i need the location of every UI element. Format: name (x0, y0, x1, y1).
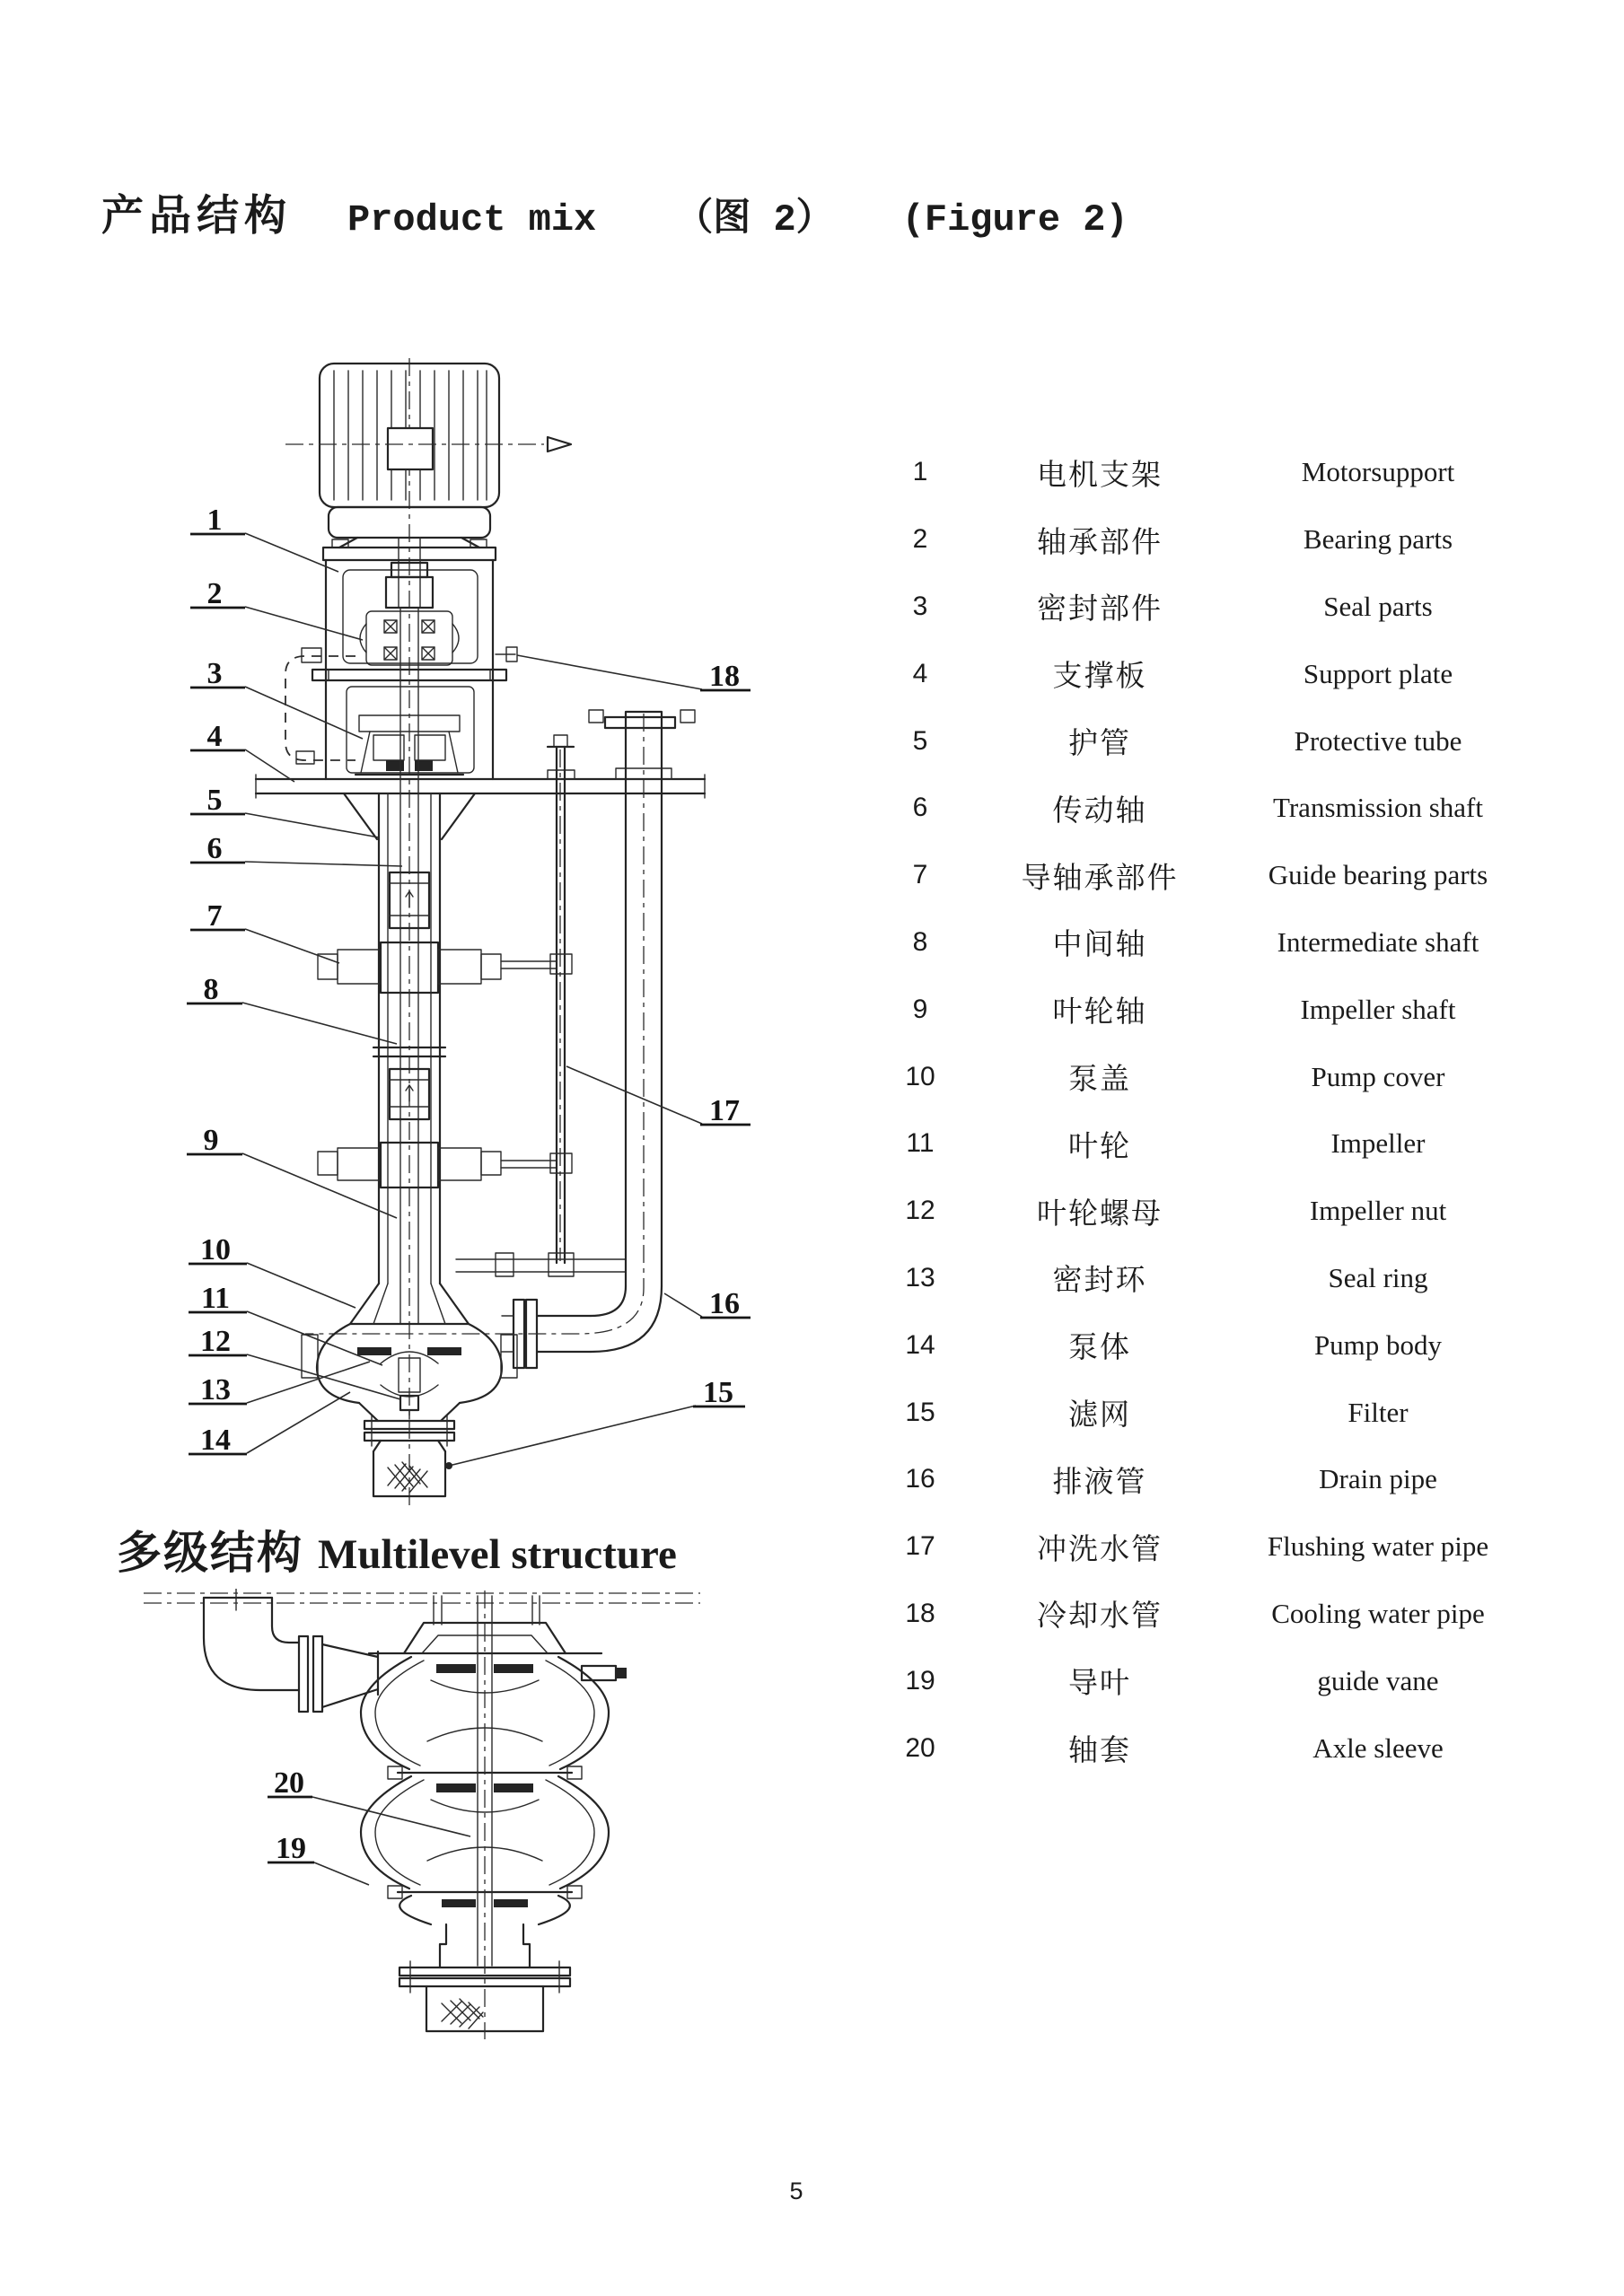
callout-label: 15 (703, 1376, 733, 1409)
part-name-en: Pump cover (1311, 1060, 1445, 1092)
parts-row (884, 1513, 1513, 1581)
part-name-zh: 排液管 (1052, 1466, 1147, 1499)
parts-row (884, 775, 1513, 842)
part-number: 4 (912, 658, 928, 688)
parts-row (884, 842, 1513, 909)
part-name-en: Drain pipe (1319, 1463, 1437, 1495)
part-number: 2 (912, 524, 928, 555)
part-name-en: guide vane (1317, 1664, 1439, 1696)
part-name-en: Seal parts (1323, 590, 1433, 622)
part-name-en: Impeller nut (1309, 1195, 1447, 1227)
part-name-zh: 密封环 (1052, 1265, 1147, 1298)
multilevel-heading (117, 1517, 677, 1582)
title-zh: 产品结构 (101, 193, 292, 240)
flushing-water-pipe (456, 735, 626, 1276)
part-name-en: Motorsupport (1301, 456, 1455, 488)
part-name-en: Impeller shaft (1300, 993, 1456, 1025)
part-name-en: Flushing water pipe (1267, 1530, 1489, 1563)
part-name-zh: 轴承部件 (1037, 526, 1163, 559)
heading-zh: 多级结构 (117, 1528, 303, 1578)
part-name-zh: 密封部件 (1037, 593, 1163, 627)
callout-label: 6 (206, 832, 223, 865)
callout-label: 18 (709, 660, 740, 693)
callout-label: 16 (709, 1287, 740, 1320)
part-name-zh: 护管 (1068, 728, 1131, 761)
part-name-zh: 叶轮轴 (1052, 996, 1147, 1030)
part-name-en: Support plate (1303, 657, 1453, 689)
callout-label: 14 (200, 1424, 231, 1457)
part-number: 19 (905, 1665, 935, 1696)
part-name-zh: 电机支架 (1037, 459, 1163, 492)
shaft-coupling-lower (390, 1069, 429, 1119)
part-number: 8 (912, 926, 928, 957)
callout-label: 3 (206, 657, 223, 690)
part-number: 1 (912, 457, 928, 487)
part-number: 15 (905, 1397, 935, 1427)
part-name-en: Filter (1347, 1396, 1409, 1428)
parts-row (884, 1647, 1513, 1714)
part-name-zh: 冲洗水管 (1037, 1533, 1163, 1566)
part-number: 20 (905, 1732, 935, 1763)
part-name-en: Pump body (1313, 1328, 1443, 1361)
part-name-zh: 轴套 (1068, 1735, 1131, 1768)
callout-label: 8 (203, 973, 219, 1006)
callout-label: 7 (206, 899, 223, 933)
parts-row (884, 1379, 1513, 1446)
mounting-plate-lines (144, 1589, 700, 1610)
callout-label: 9 (203, 1124, 219, 1157)
part-number: 12 (905, 1196, 935, 1226)
part-name-zh: 滤网 (1068, 1399, 1131, 1433)
part-number: 10 (905, 1061, 935, 1091)
callout-label: 20 (274, 1766, 304, 1800)
part-name-zh: 叶轮螺母 (1037, 1197, 1163, 1231)
parts-row (884, 909, 1513, 977)
page-number: 5 (789, 2178, 803, 2204)
title-figure-en: (Figure 2) (901, 198, 1128, 241)
parts-row (884, 506, 1513, 574)
part-name-zh: 导叶 (1068, 1668, 1131, 1701)
part-name-zh: 泵体 (1068, 1332, 1131, 1365)
part-number: 7 (912, 860, 928, 890)
part-name-en: Seal ring (1328, 1261, 1428, 1293)
parts-row (884, 1178, 1513, 1245)
guide-bearing-upper (318, 942, 557, 993)
parts-row (884, 1043, 1513, 1110)
part-number: 9 (912, 994, 928, 1024)
parts-table (884, 439, 1513, 1782)
part-number: 16 (905, 1464, 935, 1494)
multilevel-structure-diagram (126, 1589, 709, 2091)
callout-label: 2 (206, 577, 223, 610)
part-name-zh: 叶轮 (1068, 1130, 1131, 1163)
part-name-en: Cooling water pipe (1271, 1597, 1485, 1629)
heading-en: Multilevel structure (318, 1531, 677, 1578)
parts-row (884, 439, 1513, 506)
parts-row (884, 707, 1513, 775)
part-number: 17 (905, 1531, 935, 1562)
part-name-en: Bearing parts (1303, 523, 1453, 556)
parts-row (884, 976, 1513, 1043)
part-name-zh: 导轴承部件 (1021, 862, 1179, 895)
part-name-en: Axle sleeve (1312, 1731, 1444, 1764)
part-name-zh: 中间轴 (1052, 929, 1147, 962)
callout-label: 19 (276, 1832, 306, 1865)
part-name-en: Transmission shaft (1273, 792, 1483, 824)
part-number: 13 (905, 1262, 935, 1293)
page-title (101, 182, 1128, 242)
part-name-zh: 支撑板 (1052, 661, 1147, 694)
callout-label: 13 (200, 1373, 231, 1407)
part-name-en: Guide bearing parts (1268, 859, 1488, 891)
part-name-en: Impeller (1330, 1127, 1426, 1160)
callout-label: 4 (206, 720, 223, 753)
title-en: Product mix (347, 198, 597, 241)
part-number: 6 (912, 793, 928, 823)
callout-label: 1 (206, 504, 223, 537)
parts-row (884, 640, 1513, 707)
parts-row (884, 574, 1513, 641)
callout-label: 11 (200, 1282, 231, 1315)
parts-row (884, 1714, 1513, 1782)
part-name-zh: 泵盖 (1068, 1064, 1131, 1097)
part-name-en: Intermediate shaft (1277, 925, 1479, 958)
part-number: 11 (906, 1128, 935, 1159)
part-name-zh: 冷却水管 (1037, 1600, 1163, 1634)
part-number: 3 (912, 591, 928, 621)
callout-label: 17 (709, 1094, 740, 1127)
motor-shaft-arrow-icon (548, 437, 571, 451)
drain-pipe (305, 710, 695, 1368)
parts-row (884, 1581, 1513, 1648)
part-number: 14 (905, 1329, 935, 1360)
callout-label: 12 (200, 1325, 231, 1358)
part-name-zh: 传动轴 (1052, 794, 1147, 828)
part-name-en: Protective tube (1294, 724, 1462, 757)
parts-row (884, 1245, 1513, 1312)
parts-row (884, 1110, 1513, 1178)
part-number: 18 (905, 1598, 935, 1628)
title-figure-zh: （图 2） (675, 198, 834, 241)
leader-dot (445, 1462, 452, 1469)
pump-structure-diagram (171, 355, 907, 1512)
support-plate (256, 768, 705, 839)
callout-label: 5 (206, 784, 223, 817)
callout-label: 10 (200, 1233, 231, 1266)
callout-underlines (187, 534, 751, 1454)
part-number: 5 (912, 725, 928, 756)
discharge-elbow (204, 1598, 378, 1712)
parts-row (884, 1446, 1513, 1513)
motor (285, 364, 571, 548)
parts-row (884, 1311, 1513, 1379)
guide-bearing-lower (318, 1143, 557, 1187)
